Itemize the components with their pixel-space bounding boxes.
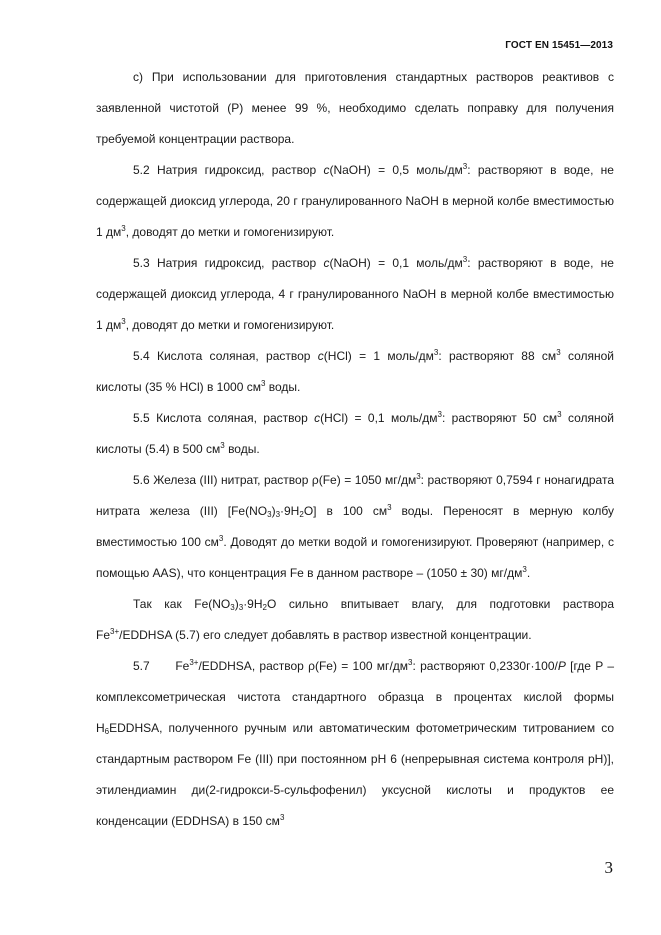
document-body: [96, 62, 614, 837]
paragraph-5-5: 5.5 Кислота соляная, раствор c(HCl) = 0,1 моль/$дм^3$: растворяют 50 $см^3$ соляной кислоты (5.4) в 500 $см^3$ воды.: [96, 410, 614, 456]
paragraph-5-6: 5.6 Железа (III) нитрат, раствор ρ(Fe) = 1050 $мг/дм^3$: растворяют 0,7594 г нонагидрата нитрата железа (III) $[Fe(NO_3)_3\cdot 9H_2O]$ в 100 $см^3$ воды. Переносят в мерную колбу вместимостью 100 $см^3$. Доводят до метки водой и гомогенизируют. Проверяют (например, с помощью AAS), что концентрация Fe в данном растворе – (1050 ± 30) $мг/дм^3$.: [96, 472, 614, 580]
paragraph-5-3: 5.3 Натрия гидроксид, раствор c(NaOH) = 0,1 моль/$дм^3$: растворяют в воде, не содержащей диоксид углерода, 4 г гранулированного NaOH в мерной колбе вместимостью 1 $дм^3$, доводят до метки и гомогенизируют.: [96, 255, 614, 332]
paragraph-c: с) При использовании для приготовления стандартных растворов реактивов с заявленной чистотой (P) менее 99 %, необходимо сделать поправку для получения требуемой концентрации раствора.: [96, 70, 614, 146]
paragraph-note: Так как $Fe(NO_3)_3\cdot 9H_2O$ сильно впитывает влагу, для подготовки раствора $Fe^{3+}$/EDDHSA (5.7) его следует добавлять в раствор известной концентрации.: [96, 597, 614, 642]
document-header: ГОСТ EN 15451—2013: [505, 40, 613, 51]
page-number: 3: [604, 858, 613, 877]
paragraph-5-4: 5.4 Кислота соляная, раствор c(HCl) = 1 моль/$дм^3$: растворяют 88 $см^3$ соляной кислоты (35 % HCl) в 1000 $см^3$ воды.: [96, 348, 614, 394]
paragraph-5-2: 5.2 Натрия гидроксид, раствор c(NaOH) = 0,5 моль/$дм^3$: растворяют в воде, не содержащей диоксид углерода, 20 г гранулированного NaOH в мерной колбе вместимостью 1 $дм^3$, доводят до метки и гомогенизируют.: [96, 162, 614, 239]
paragraph-5-7: 5.7 $Fe^{3+}$/EDDHSA, раствор ρ(Fe) = 100 $мг/дм^3$: растворяют 0,2330г·100/P [где P –комплексометрическая чистота стандартного образца в процентах кислой формы $H_6EDDHSA$, полученного ручным или автоматическим фотометрическим титрованием со стандартным раствором Fe (III) при постоянном pH 6 (непрерывная система контроля pH)], этилендиамин ди(2-гидрокси-5-сульфофенил) уксусной кислоты и продуктов ее конденсации (EDDHSA) в 150 $см^3$: [96, 658, 614, 828]
